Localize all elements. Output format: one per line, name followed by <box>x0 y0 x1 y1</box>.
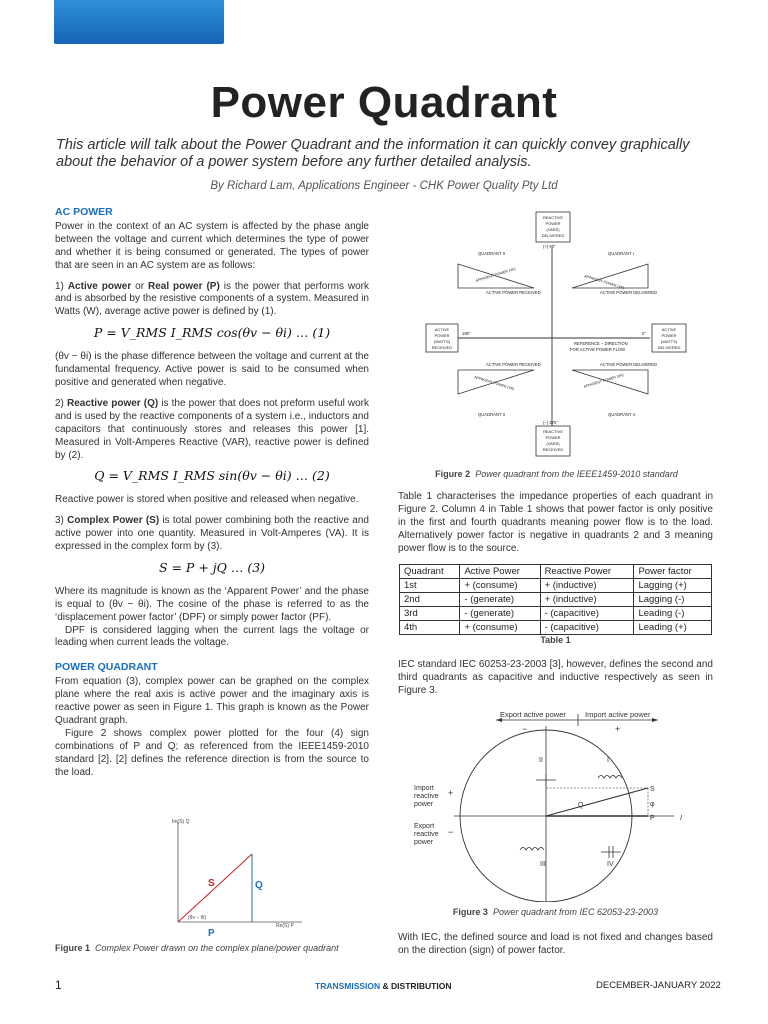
paragraph: 1) Active power or Real power (P) is the power that performs work and is absorbed by the resistive components of a system. Measured in Watts (W), average active power is defined by (1). <box>55 280 369 318</box>
fig3-quadrant-3: III <box>540 861 546 868</box>
table-cell: - (generate) <box>460 593 540 607</box>
page-number: 1 <box>55 978 62 992</box>
issue-date: DECEMBER-JANUARY 2022 <box>596 980 721 991</box>
fig2-q2-apparent: APPARENT POWER (VA) <box>475 266 517 283</box>
right-paragraph-1: Table 1 characterises the impedance properties of each quadrant in Figure 2. Column 4 in Table 1 shows that power factor is only positive in the first and fourth quadrants meaning power flow is to the load. Alternatively power factor is negative in quadrants 2 and 3 meaning power flow is to the source. <box>398 491 713 554</box>
table-header-row <box>400 565 712 579</box>
table-cell: - (capacitive) <box>540 621 634 635</box>
fig3-quadrant-2: II <box>539 757 543 764</box>
fig3-export-reactive: Export <box>414 823 435 830</box>
equation-2: Q = V_RMS I_RMS sin(θv − θi) … (2) <box>94 468 330 484</box>
intro-text: This article will talk about the Power Quadrant and the information it can quickly convey graphically about the behavior of a power system before any further detailed analysis. <box>56 137 690 170</box>
fig2-left-box-line: RECEIVED <box>431 345 453 350</box>
fig2-right-box-line: ACTIVE <box>661 327 677 332</box>
fig2-q3-active-label: ACTIVE POWER RECEIVED <box>486 362 541 367</box>
fig3-minus-left: − <box>448 827 454 837</box>
fig2-left-box-line: POWER <box>434 333 450 338</box>
table-cell: Lagging (-) <box>634 593 712 607</box>
fig2-top-box-line: REACTIVE <box>542 215 564 220</box>
fig3-p-label: P <box>650 815 655 822</box>
paragraph: Power in the context of an AC system is affected by the phase angle between the voltage and current which determines the type of power and whether it is being consumed or generated. The types of power that are seen in an AC system are as follows: <box>55 220 369 271</box>
table-cell: + (inductive) <box>540 593 634 607</box>
page-title: Power Quadrant <box>210 78 558 127</box>
figure-3 <box>408 706 698 902</box>
paragraph: DPF is considered lagging when the current lags the voltage or leading when current leads the voltage. <box>55 624 369 649</box>
table-row <box>400 593 712 607</box>
fig2-deg-270: (−) 270° <box>543 420 559 425</box>
table-row <box>400 607 712 621</box>
table-cell: - (capacitive) <box>540 607 634 621</box>
header-tab <box>54 0 224 44</box>
fig3-export-reactive: power <box>414 839 434 846</box>
fig2-deg-0: 0° <box>642 331 647 336</box>
table-cell: 2nd <box>400 593 460 607</box>
fig2-q1-apparent: APPARENT POWER (VA) <box>583 274 625 291</box>
fig3-phi-label: φ <box>650 801 655 808</box>
fig3-import-reactive: power <box>414 801 434 808</box>
table-cell: Leading (-) <box>634 607 712 621</box>
fig2-deg-90: (+) 90° <box>543 244 556 249</box>
fig2-quadrant-3: QUADRANT 3 <box>478 412 505 417</box>
fig2-left-box-line: ACTIVE <box>434 327 450 332</box>
paragraph: 2) Reactive power (Q) is the power that does not preform useful work and is used by the reactive components of a system i.e., inductors and capacitors that continuously stores and releases this power [1]. Measured in Volt-Amperes Reactive (VAR), reactive power is defined by (2). <box>55 397 369 461</box>
fig3-quadrant-4: IV <box>607 861 614 868</box>
fig2-q3-apparent: APPARENT POWER (VA) <box>473 375 515 392</box>
figure-2 <box>424 208 688 458</box>
fig2-q4-apparent: APPARENT POWER (VA) <box>583 372 625 389</box>
fig3-plus-top: + <box>615 724 621 734</box>
left-column <box>55 206 369 788</box>
fig3-quadrant-1: I <box>607 757 609 764</box>
fig2-bottom-box-line: REACTIVE <box>542 429 564 434</box>
paragraph: (θv − θi) is the phase difference between the voltage and current at the fundamental frequency. Active power is said to be consumed when positive and generated when negative. <box>55 351 369 388</box>
fig3-import-reactive: reactive <box>414 793 439 800</box>
fig1-y-axis-label: Im(S) Q <box>172 819 190 825</box>
fig2-top-box-line: (VARS) <box>546 227 560 232</box>
table-header: Power factor <box>634 565 712 579</box>
fig2-top-box-line: POWER <box>545 221 561 226</box>
fig2-right-box-line: POWER <box>661 333 677 338</box>
fig2-reference-2: FOR ACTIVE POWER FLOW <box>570 347 626 352</box>
fig2-deg-180: 180° <box>462 331 471 336</box>
table-header: Quadrant <box>400 565 460 579</box>
fig1-x-axis-label: Re(S) P <box>276 923 294 929</box>
table-cell: 3rd <box>400 607 460 621</box>
figure-1-caption: Figure 1 Complex Power drawn on the complex plane/power quadrant <box>55 943 339 953</box>
paragraph: Figure 2 shows complex power plotted for the four (4) sign combinations of P and Q; as referenced from the IEEE1459-2010 standard [2]. [2] defines the reference direction is from the source to the load. <box>55 727 369 778</box>
right-paragraph-2: IEC standard IEC 60253-23-2003 [3], however, defines the second and third quadrants as capacitive and inductive respectively as seen in Figure 3. <box>398 659 713 696</box>
fig2-right-box-line: DELIVERED <box>657 345 681 350</box>
right-paragraph-3: With IEC, the defined source and load is not fixed and changes based on the direction (sign) of power factor. <box>398 932 713 956</box>
publication-name: TRANSMISSION & DISTRIBUTION <box>315 981 452 991</box>
table-cell: Lagging (+) <box>634 579 712 593</box>
equation-3: S = P + jQ … (3) <box>158 559 266 575</box>
fig1-angle-label: (θv − θi) <box>188 915 207 921</box>
fig3-import-reactive: Import <box>414 785 434 792</box>
fig2-top-box-line: DELIVERED <box>541 233 565 238</box>
fig3-s-label: S <box>650 786 655 793</box>
figure-3-caption: Figure 3 Power quadrant from IEC 62053-23-2003 <box>452 907 659 917</box>
section-heading-ac-power: AC POWER <box>55 206 113 218</box>
fig2-reference-1: REFERENCE − DIRECTION <box>574 341 628 346</box>
fig1-p-label: P <box>208 928 215 939</box>
fig3-i-label: I <box>680 815 682 822</box>
fig2-q4-active-label: ACTIVE POWER DELIVERED <box>600 362 658 367</box>
fig2-quadrant-2: QUADRANT II <box>478 251 505 256</box>
fig1-s-label: S <box>208 878 215 889</box>
fig3-export-label: Export active power <box>500 710 566 719</box>
table-1 <box>399 564 712 635</box>
fig2-bottom-box-line: POWER <box>545 435 561 440</box>
table-row <box>400 621 712 635</box>
fig2-q1-active-label: ACTIVE POWER DELIVERED <box>600 290 658 295</box>
table-header: Reactive Power <box>540 565 634 579</box>
paragraph: From equation (3), complex power can be graphed on the complex plane where the real axis is active power and the imaginary axis is reactive power as seen in Figure 1. This graph is known as the Power Quadrant graph. <box>55 676 369 726</box>
paragraph: Reactive power is stored when positive and released when negative. <box>55 494 359 506</box>
fig2-quadrant-4: QUADRANT 4 <box>608 412 635 417</box>
table-1-caption: Table 1 <box>540 635 571 645</box>
table-cell: Leading (+) <box>634 621 712 635</box>
figure-1 <box>160 814 310 940</box>
table-cell: + (consume) <box>460 579 540 593</box>
fig2-left-box-line: (WATTS) <box>433 339 451 344</box>
fig2-right-box-line: (WATTS) <box>660 339 678 344</box>
fig2-bottom-box-line: RECEIVED <box>542 447 564 452</box>
figure-2-caption: Figure 2 Power quadrant from the IEEE1459-2010 standard <box>435 469 678 479</box>
fig3-plus-left: + <box>448 788 454 798</box>
equation-1: P = V_RMS I_RMS cos(θv − θi) … (1) <box>93 325 331 341</box>
table-cell: + (consume) <box>460 621 540 635</box>
byline: By Richard Lam, Applications Engineer - CHK Power Quality Pty Ltd <box>210 180 558 192</box>
fig3-export-reactive: reactive <box>414 831 439 838</box>
table-header: Active Power <box>460 565 540 579</box>
fig3-import-label: Import active power <box>585 710 651 719</box>
fig2-bottom-box-line: (VARS) <box>546 441 560 446</box>
table-row <box>400 579 712 593</box>
table-cell: - (generate) <box>460 607 540 621</box>
fig3-minus-top: − <box>522 724 528 734</box>
fig3-q-label: Q <box>578 802 584 809</box>
table-cell: + (inductive) <box>540 579 634 593</box>
table-cell: 4th <box>400 621 460 635</box>
fig2-quadrant-1: QUADRANT I <box>608 251 634 256</box>
table-cell: 1st <box>400 579 460 593</box>
fig2-q2-active-label: ACTIVE POWER RECEIVED <box>486 290 541 295</box>
paragraph: 3) Complex Power (S) is total power combining both the reactive and active power into one quantity. Measured in Volt-Amperes (VA). It is expressed in the complex form by (3). <box>55 515 369 553</box>
fig1-q-label: Q <box>255 880 263 891</box>
section-heading-power-quadrant: POWER QUADRANT <box>55 661 158 674</box>
paragraph: Where its magnitude is known as the ‘Apparent Power’ and the phase is equal to (θv − θi). The cosine of the phase is referred to as the ‘displacement power factor’ (DPF) or simply power factor (PF). <box>55 585 369 623</box>
